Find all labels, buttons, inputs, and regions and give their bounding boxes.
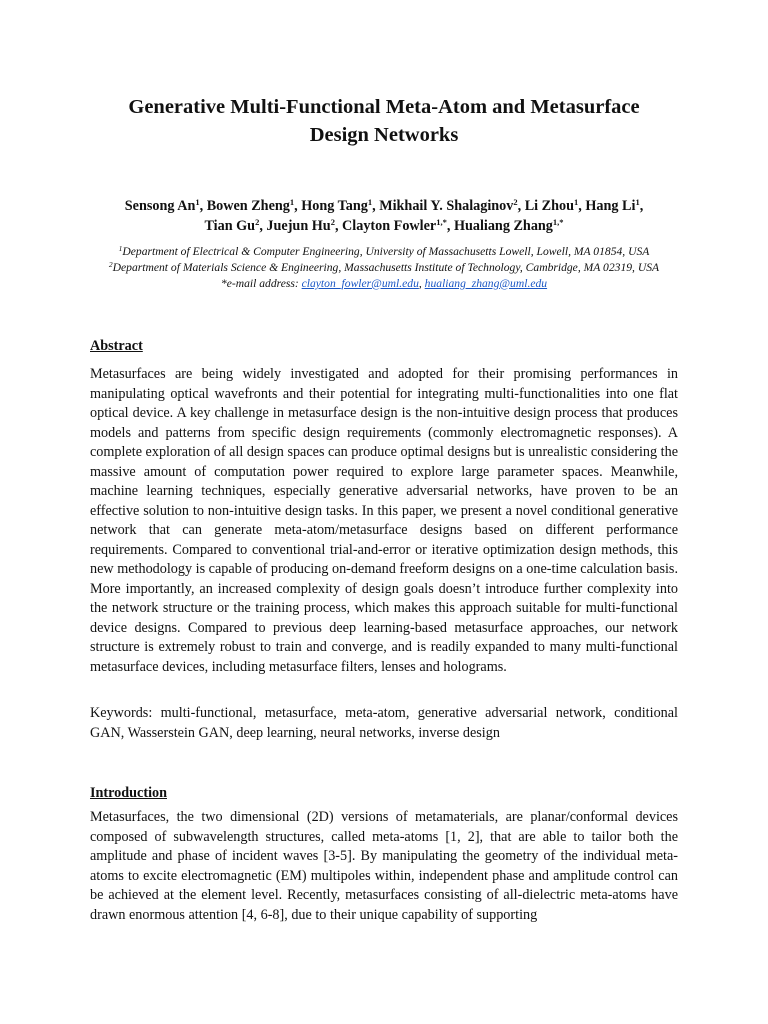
affiliations: [60, 244, 708, 291]
author: Juejun Hu$^2$: [266, 216, 335, 234]
introduction-heading: Introduction: [90, 785, 167, 801]
author: Clayton Fowler$^{1,*}$: [342, 216, 447, 234]
abstract-body: Metasurfaces are being widely investigated and adopted for their promising performances in manipulating optical wavefronts and their potential for integrating multi-functionalities into one flat optical device. A key challenge in metasurface design is the non-intuitive design process that produces models and patterns from specific design requirements (commonly electromagnetic responses). A complete exploration of all design spaces can produce optimal designs but is unrealistic considering the massive amount of computation power required to explore large parameter spaces. Meanwhile, machine learning techniques, especially generative adversarial networks, have proven to be an effective solution to non-intuitive design tasks. In this paper, we present a novel conditional generative network that can generate meta-atom/metasurface designs based on different performance requirements. Compared to conventional trial-and-error or iterative optimization design methods, this new methodology is capable of producing on-demand freeform designs on a one-time calculation basis. More importantly, an increased complexity of design goals doesn’t introduce further complexity into the network structure or the training process, which makes this approach suitable for multi-functional device designs. Compared to previous deep learning-based metasurface approaches, our network structure is extremely robust to train and converge, and is readily expanded to many multi-functional metasurface devices, including metasurface filters, lenses and holograms.: [90, 366, 678, 675]
email-link-zhang[interactable]: hualiang_zhang@uml.edu: [424, 276, 548, 290]
author-list: Sensong An$^1$, Bowen Zheng$^1$, Hong Tang$^1$, Mikhail Y. Shalaginov$^2$, Li Zhou$^1$, Hang Li$^1$, Tian Gu$^2$, Juejun Hu$^2$, Clayton Fowler$^{1,*}$, Hualiang Zhang$^{1,*}$: [124, 197, 644, 234]
author: Li Zhou$^1$: [524, 197, 579, 214]
author: Tian Gu$^2$: [204, 216, 260, 234]
title-line-1: Generative Multi-Functional Meta-Atom and Metasurface: [128, 96, 640, 118]
author: Hualiang Zhang$^{1,*}$: [453, 216, 564, 234]
email-link-fowler[interactable]: clayton_fowler@uml.edu: [301, 276, 419, 290]
email-label: *e-mail address:: [220, 276, 302, 290]
abstract-heading: Abstract: [90, 338, 143, 354]
paper-title: [60, 93, 708, 149]
affiliation-2: $^2$Department of Materials Science & Engineering, Massachusetts Institute of Technology, Cambridge, MA 02319, USA: [108, 259, 660, 274]
author: Bowen Zheng$^1$: [206, 197, 295, 214]
email-line: *e-mail address: clayton_fowler@uml.edu, hualiang_zhang@uml.edu: [220, 276, 548, 290]
keywords: Keywords: multi-functional, metasurface, meta-atom, generative adversarial network, conditional GAN, Wasserstein GAN, deep learning, neural networks, inverse design: [90, 705, 678, 741]
author: Mikhail Y. Shalaginov$^2$: [379, 197, 518, 214]
author: Sensong An$^1$: [124, 197, 200, 214]
affiliation-1: $^1$Department of Electrical & Computer Engineering, University of Massachusetts Lowell, Lowell, MA 01854, USA: [118, 244, 650, 258]
author: Hang Li$^1$: [585, 197, 640, 214]
introduction-body: Metasurfaces, the two dimensional (2D) versions of metamaterials, are planar/conformal devices composed of subwavelength structures, called meta-atoms [1, 2], that are able to tailor both the amplitude and phase of incident waves [3-5]. By manipulating the geometry of the individual meta-atoms to excite electromagnetic (EM) multipoles within, independent phase and amplitude control can be achieved at the element level. Recently, metasurfaces consisting of all-dielectric meta-atoms have drawn enormous attention [4, 6-8], due to their unique capability of supporting: [90, 809, 678, 923]
author: Hong Tang$^1$: [301, 197, 373, 214]
title-line-2: Design Networks: [309, 124, 459, 146]
